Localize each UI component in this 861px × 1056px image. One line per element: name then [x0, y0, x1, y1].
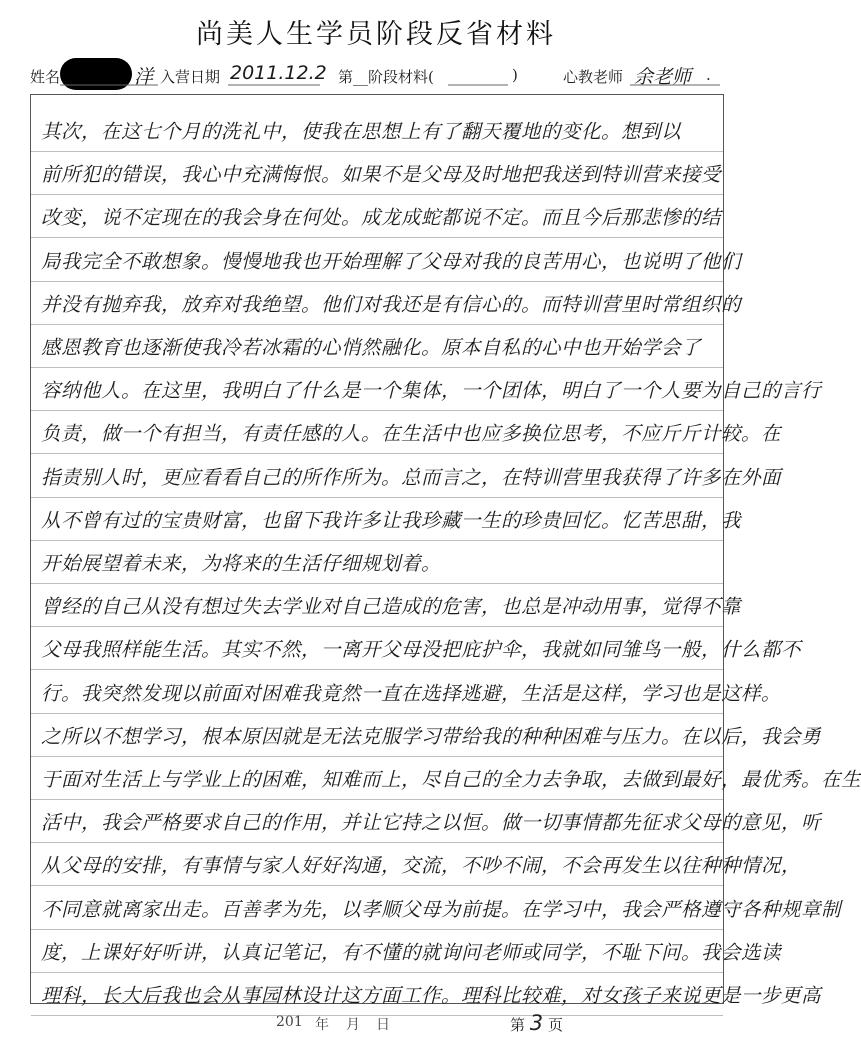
page-number-value: 3	[529, 1011, 544, 1035]
handwritten-line: 理科，长大后我也会从事园林设计这方面工作。理科比较难，对女孩子来说更是一步更高	[41, 984, 822, 1007]
footer-year: 201	[276, 1014, 303, 1030]
header-underlines	[30, 62, 730, 88]
header-fields	[30, 62, 730, 88]
ruled-lines	[31, 95, 861, 1007]
handwritten-line: 于面对生活上与学业上的困难，知难而上，尽自己的全力去争取，去做到最好，最优秀。在生	[41, 768, 861, 791]
handwritten-line: 从不曾有过的宝贵财富，也留下我许多让我珍藏一生的珍贵回忆。忆苦思甜，我	[41, 508, 742, 532]
ruled-line	[31, 367, 723, 368]
footer-month-unit: 月	[346, 1017, 360, 1033]
ruled-line	[31, 842, 723, 843]
handwritten-line: 父母我照样能生活。其实不然，一离开父母没把庇护伞，我就如同雏鸟一般，什么都不	[41, 638, 802, 662]
handwritten-line: 之所以不想学习，根本原因就是无法克服学习带给我的种种困难与压力。在以后，我会勇	[41, 724, 822, 748]
ruled-line	[31, 669, 723, 670]
footer-day-unit: 日	[376, 1017, 390, 1033]
ruled-line	[31, 583, 723, 584]
page-suffix: 页	[547, 1016, 563, 1034]
entry-date-label: 入营日期	[160, 68, 221, 86]
header-trailing-dot: .	[706, 66, 711, 84]
writing-area	[30, 94, 861, 1007]
stage-label: 第__阶段材料(	[338, 68, 434, 86]
ruled-line	[31, 929, 723, 930]
handwritten-line: 曾经的自己从没有想过失去学业对自己造成的危害，也总是冲动用事，觉得不靠	[41, 595, 742, 619]
handwritten-line: 容纳他人。在这里，我明白了什么是一个集体，一个团体，明白了一个人要为自己的言行	[41, 379, 822, 403]
handwritten-line: 度，上课好好听讲，认真记笔记，有不懂的就询问老师或同学，不耻下问。我会选读	[41, 940, 782, 964]
teacher-label: 心教老师	[563, 68, 624, 86]
footer-year-unit: 年	[315, 1017, 329, 1033]
handwritten-line: 指责别人时，更应看看自己的所作所为。总而言之，在特训营里我获得了许多在外面	[41, 465, 782, 489]
teacher-value: 余老师	[634, 66, 692, 88]
ruled-line	[31, 324, 723, 325]
handwritten-line: 局我完全不敢想象。慢慢地我也开始理解了父母对我的良苦用心，也说明了他们	[41, 249, 742, 273]
name-value: 洋	[134, 66, 154, 88]
handwritten-line: 感恩教育也逐渐使我冷若冰霜的心悄然融化。原本自私的心中也开始学会了	[41, 336, 702, 359]
handwritten-line: 并没有抛弃我，放弃对我绝望。他们对我还是有信心的。而特训营里时常组织的	[41, 292, 742, 316]
ruled-line	[31, 885, 723, 886]
handwritten-line: 行。我突然发现以前面对困难我竟然一直在选择逃避，生活是这样，学习也是这样。	[41, 681, 782, 705]
handwritten-line: 其次，在这七个月的洗礼中，使我在思想上有了翻天覆地的变化。想到以	[41, 120, 682, 143]
handwritten-line: 开始展望着未来，为将来的生活仔细规划着。	[41, 552, 442, 575]
ruled-line	[31, 497, 723, 498]
ruled-line	[31, 151, 723, 152]
handwritten-line: 不同意就离家出走。百善孝为先，以孝顺父母为前提。在学习中，我会严格遵守各种规章制	[41, 897, 842, 921]
ruled-line	[31, 540, 723, 541]
name-label: 姓名	[30, 68, 61, 86]
handwritten-line: 负责，做一个有担当，有责任感的人。在生活中也应多换位思考，不应斤斤计较。在	[41, 422, 782, 446]
ruled-line	[31, 713, 723, 714]
ruled-line	[31, 453, 723, 454]
page-number	[510, 1011, 563, 1035]
ruled-line	[31, 410, 723, 411]
ruled-line	[31, 626, 723, 627]
ruled-line	[31, 194, 723, 195]
stage-close: )	[512, 66, 518, 84]
page-title: 尚美人生学员阶段反省材料	[196, 19, 556, 50]
page-prefix: 第	[510, 1016, 526, 1034]
ruled-line	[31, 756, 723, 757]
handwritten-line: 改变，说不定现在的我会身在何处。成龙成蛇都说不定。而且今后那悲惨的结	[41, 206, 722, 230]
ruled-line	[31, 799, 723, 800]
handwritten-line: 活中，我会严格要求自己的作用，并让它持之以恒。做一切事情都先征求父母的意见，听	[41, 811, 822, 835]
ruled-line	[31, 972, 723, 973]
handwritten-line: 前所犯的错误，我心中充满悔恨。如果不是父母及时地把我送到特训营来接受	[41, 163, 722, 187]
handwritten-line: 从父母的安排，有事情与家人好好沟通，交流，不吵不闹，不会再发生以往种种情况，	[41, 854, 802, 878]
entry-date-value: 2011.12.2	[230, 62, 327, 84]
ruled-line	[31, 281, 723, 282]
ruled-line	[31, 237, 723, 238]
